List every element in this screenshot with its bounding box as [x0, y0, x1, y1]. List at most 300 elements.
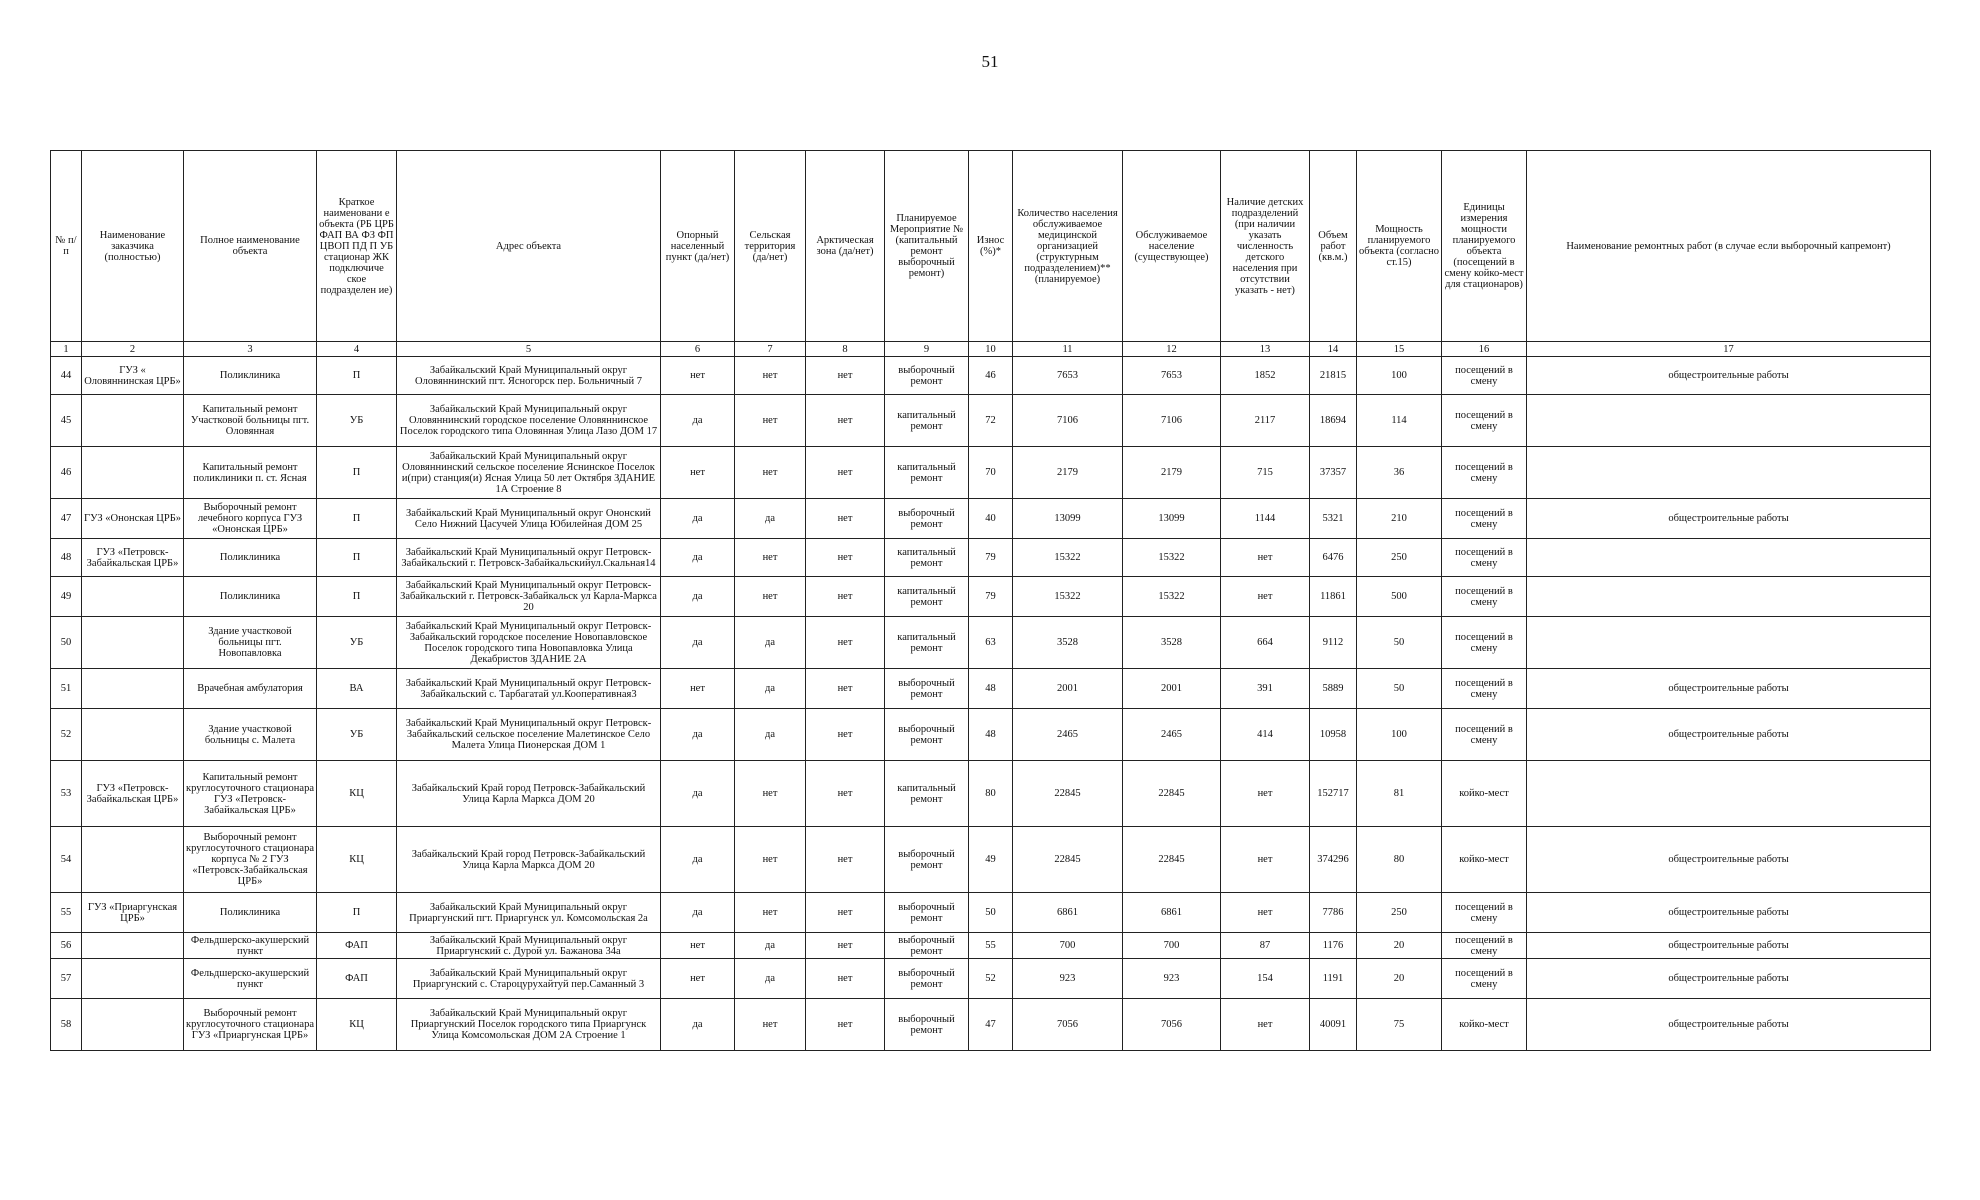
- table-cell: 79: [969, 577, 1013, 617]
- table-cell: 21815: [1310, 357, 1357, 395]
- table-cell: нет: [1221, 893, 1310, 933]
- table-cell: Поликлиника: [184, 893, 317, 933]
- table-row: [51, 357, 1931, 395]
- table-cell: Поликлиника: [184, 577, 317, 617]
- table-cell: 700: [1123, 933, 1221, 959]
- table-cell: Врачебная амбулатория: [184, 669, 317, 709]
- table-cell: 7106: [1013, 395, 1123, 447]
- column-header: Количество населения обслуживаемое медицинской организацией (структурным подразделением)** (планируемое): [1013, 151, 1123, 342]
- table-cell: посещений в смену: [1442, 499, 1527, 539]
- table-cell: 22845: [1013, 827, 1123, 893]
- table-cell: Капитальный ремонт Участковой больницы пгт. Оловянная: [184, 395, 317, 447]
- table-cell: 7786: [1310, 893, 1357, 933]
- table-cell: 54: [51, 827, 82, 893]
- table-cell: 7056: [1013, 999, 1123, 1051]
- table-cell: Забайкальский Край Муниципальный округ Приаргунский пгт. Приаргунск ул. Комсомольская 2а: [397, 893, 661, 933]
- page-number: 51: [981, 52, 999, 71]
- table-cell: капитальный ремонт: [885, 539, 969, 577]
- table-cell: [1527, 395, 1931, 447]
- table-cell: посещений в смену: [1442, 539, 1527, 577]
- table-cell: 1191: [1310, 959, 1357, 999]
- table-cell: да: [661, 893, 735, 933]
- table-cell: П: [317, 577, 397, 617]
- table-cell: нет: [806, 827, 885, 893]
- table-row: [51, 499, 1931, 539]
- column-number-row: [51, 342, 1931, 357]
- table-cell: выборочный ремонт: [885, 999, 969, 1051]
- column-header: Наименование заказчика (полностью): [82, 151, 184, 342]
- table-cell: общестроительные работы: [1527, 357, 1931, 395]
- table-cell: 22845: [1013, 761, 1123, 827]
- column-header: № п/п: [51, 151, 82, 342]
- table-cell: 50: [1357, 669, 1442, 709]
- table-cell: выборочный ремонт: [885, 357, 969, 395]
- table-cell: Забайкальский Край Муниципальный округ Приаргунский с. Староцурухайтуй пер.Саманный 3: [397, 959, 661, 999]
- table-cell: да: [735, 933, 806, 959]
- table-cell: Выборочный ремонт лечебного корпуса ГУЗ «Ононская ЦРБ»: [184, 499, 317, 539]
- table-cell: выборочный ремонт: [885, 959, 969, 999]
- table-cell: 7106: [1123, 395, 1221, 447]
- table-cell: 79: [969, 539, 1013, 577]
- table-cell: Забайкальский Край Муниципальный округ Петровск-Забайкальский городское поселение Новопавловское Поселок городского типа Новопавловка Улица Декабристов ЗДАНИЕ 2А: [397, 617, 661, 669]
- table-cell: 154: [1221, 959, 1310, 999]
- table-cell: 75: [1357, 999, 1442, 1051]
- column-header: Адрес объекта: [397, 151, 661, 342]
- table-cell: да: [661, 577, 735, 617]
- table-cell: 20: [1357, 959, 1442, 999]
- table-cell: Забайкальский Край Муниципальный округ Ононский Село Нижний Цасучей Улица Юбилейная ДОМ 25: [397, 499, 661, 539]
- table-cell: 55: [969, 933, 1013, 959]
- table-cell: общестроительные работы: [1527, 933, 1931, 959]
- table-cell: 2465: [1123, 709, 1221, 761]
- table-body: [51, 357, 1931, 1051]
- table-cell: общестроительные работы: [1527, 959, 1931, 999]
- column-number: 13: [1221, 342, 1310, 357]
- table-cell: 250: [1357, 893, 1442, 933]
- table-cell: выборочный ремонт: [885, 499, 969, 539]
- table-cell: 3528: [1123, 617, 1221, 669]
- column-header: Краткое наименовани е объекта (РБ ЦРБ ФАП ВА ФЗ ФП ЦВОП ПД П УБ стационар ЖК подключиче ское подразделен ие): [317, 151, 397, 342]
- column-number: 12: [1123, 342, 1221, 357]
- table-cell: капитальный ремонт: [885, 617, 969, 669]
- table-cell: нет: [1221, 827, 1310, 893]
- column-header: Арктическая зона (да/нет): [806, 151, 885, 342]
- table-cell: да: [735, 959, 806, 999]
- table-cell: да: [735, 617, 806, 669]
- table-cell: посещений в смену: [1442, 933, 1527, 959]
- table-row: [51, 999, 1931, 1051]
- table-cell: 18694: [1310, 395, 1357, 447]
- column-header: Обслуживаемое население (существующее): [1123, 151, 1221, 342]
- table-cell: нет: [735, 827, 806, 893]
- table-cell: [82, 827, 184, 893]
- table-cell: Выборочный ремонт круглосуточного стационара ГУЗ «Приаргунская ЦРБ»: [184, 999, 317, 1051]
- column-number: 5: [397, 342, 661, 357]
- table-cell: 6476: [1310, 539, 1357, 577]
- table-cell: нет: [806, 959, 885, 999]
- table-cell: КЦ: [317, 999, 397, 1051]
- table-cell: общестроительные работы: [1527, 709, 1931, 761]
- table-cell: нет: [1221, 761, 1310, 827]
- table-cell: выборочный ремонт: [885, 669, 969, 709]
- table-cell: [82, 447, 184, 499]
- table-cell: 40: [969, 499, 1013, 539]
- table-cell: да: [661, 499, 735, 539]
- table-cell: 57: [51, 959, 82, 999]
- table-cell: нет: [806, 933, 885, 959]
- table-cell: нет: [806, 617, 885, 669]
- table-cell: 48: [51, 539, 82, 577]
- table-cell: 1176: [1310, 933, 1357, 959]
- table-cell: да: [661, 827, 735, 893]
- table-cell: 22845: [1123, 827, 1221, 893]
- table-cell: 50: [51, 617, 82, 669]
- table-cell: нет: [806, 577, 885, 617]
- table-cell: 87: [1221, 933, 1310, 959]
- table-cell: выборочный ремонт: [885, 933, 969, 959]
- column-number: 11: [1013, 342, 1123, 357]
- table-cell: 2001: [1123, 669, 1221, 709]
- table-cell: 48: [969, 709, 1013, 761]
- table-cell: нет: [806, 539, 885, 577]
- table-cell: 15322: [1013, 539, 1123, 577]
- table-row: [51, 539, 1931, 577]
- table-cell: 51: [51, 669, 82, 709]
- table-cell: 52: [51, 709, 82, 761]
- table-cell: нет: [661, 933, 735, 959]
- column-number: 17: [1527, 342, 1931, 357]
- table-cell: да: [661, 761, 735, 827]
- table-cell: 44: [51, 357, 82, 395]
- table-cell: Капитальный ремонт поликлиники п. ст. Ясная: [184, 447, 317, 499]
- table-cell: да: [661, 999, 735, 1051]
- table-cell: 100: [1357, 357, 1442, 395]
- table-cell: 81: [1357, 761, 1442, 827]
- table-row: [51, 577, 1931, 617]
- table-cell: [82, 959, 184, 999]
- column-header: Полное наименование объекта: [184, 151, 317, 342]
- table-cell: [1527, 761, 1931, 827]
- table-cell: 152717: [1310, 761, 1357, 827]
- column-header: Сельская территория (да/нет): [735, 151, 806, 342]
- table-cell: 114: [1357, 395, 1442, 447]
- table-cell: 414: [1221, 709, 1310, 761]
- table-cell: Фельдшерско-акушерский пункт: [184, 959, 317, 999]
- table-cell: 500: [1357, 577, 1442, 617]
- table-row: [51, 617, 1931, 669]
- table-cell: КЦ: [317, 761, 397, 827]
- table-cell: койко-мест: [1442, 761, 1527, 827]
- table-cell: да: [735, 669, 806, 709]
- column-number: 14: [1310, 342, 1357, 357]
- table-cell: Поликлиника: [184, 539, 317, 577]
- table-cell: да: [661, 539, 735, 577]
- table-cell: Забайкальский Край Муниципальный округ Оловяннинский городское поселение Оловяннинское Поселок городского типа Оловянная Улица Лазо ДОМ 17: [397, 395, 661, 447]
- table-cell: 58: [51, 999, 82, 1051]
- table-cell: УБ: [317, 617, 397, 669]
- table-cell: [1527, 577, 1931, 617]
- column-header: Наличие детских подразделений (при наличии указать численность детского населения при отсутствии указать - нет): [1221, 151, 1310, 342]
- column-number: 6: [661, 342, 735, 357]
- table-cell: 664: [1221, 617, 1310, 669]
- table-cell: нет: [806, 893, 885, 933]
- table-cell: 9112: [1310, 617, 1357, 669]
- table-cell: общестроительные работы: [1527, 827, 1931, 893]
- table-cell: да: [661, 617, 735, 669]
- table-cell: Забайкальский Край Муниципальный округ Петровск-Забайкальский сельское поселение Малетинское Село Малета Улица Пионерская ДОМ 1: [397, 709, 661, 761]
- table-cell: 210: [1357, 499, 1442, 539]
- table-cell: 53: [51, 761, 82, 827]
- table-cell: выборочный ремонт: [885, 827, 969, 893]
- table-cell: Здание участковой больницы пгт. Новопавловка: [184, 617, 317, 669]
- table-cell: нет: [735, 577, 806, 617]
- table-cell: да: [661, 395, 735, 447]
- table-cell: нет: [806, 761, 885, 827]
- table-cell: нет: [1221, 999, 1310, 1051]
- table-row: [51, 959, 1931, 999]
- table-cell: [1527, 539, 1931, 577]
- table-cell: посещений в смену: [1442, 357, 1527, 395]
- column-number: 10: [969, 342, 1013, 357]
- table-cell: Забайкальский Край Муниципальный округ Петровск-Забайкальский г. Петровск-Забайкальскийул.Скальная14: [397, 539, 661, 577]
- table-cell: нет: [735, 999, 806, 1051]
- table-row: [51, 447, 1931, 499]
- table-cell: 22845: [1123, 761, 1221, 827]
- table-cell: 7653: [1123, 357, 1221, 395]
- table-cell: [82, 395, 184, 447]
- table-cell: общестроительные работы: [1527, 893, 1931, 933]
- table-cell: [82, 669, 184, 709]
- table-cell: нет: [806, 669, 885, 709]
- table-row: [51, 893, 1931, 933]
- column-header: Объем работ (кв.м.): [1310, 151, 1357, 342]
- table-cell: [82, 577, 184, 617]
- table-cell: да: [735, 499, 806, 539]
- table-cell: ФАП: [317, 933, 397, 959]
- column-number: 2: [82, 342, 184, 357]
- table-row: [51, 933, 1931, 959]
- table-cell: 15322: [1123, 577, 1221, 617]
- table-cell: 37357: [1310, 447, 1357, 499]
- table-cell: ФАП: [317, 959, 397, 999]
- table-cell: посещений в смену: [1442, 447, 1527, 499]
- table-row: [51, 761, 1931, 827]
- column-number: 1: [51, 342, 82, 357]
- table-cell: 2179: [1013, 447, 1123, 499]
- column-number: 7: [735, 342, 806, 357]
- table-cell: 49: [969, 827, 1013, 893]
- table-cell: 50: [1357, 617, 1442, 669]
- table-cell: капитальный ремонт: [885, 577, 969, 617]
- table-cell: 100: [1357, 709, 1442, 761]
- table-cell: П: [317, 893, 397, 933]
- table-cell: 923: [1123, 959, 1221, 999]
- table-cell: [82, 617, 184, 669]
- table-cell: 10958: [1310, 709, 1357, 761]
- column-number: 15: [1357, 342, 1442, 357]
- table-cell: 923: [1013, 959, 1123, 999]
- table-cell: посещений в смену: [1442, 959, 1527, 999]
- table-cell: 15322: [1123, 539, 1221, 577]
- table-cell: Забайкальский Край Муниципальный округ Петровск-Забайкальский с. Тарбагатай ул.Кооперативная3: [397, 669, 661, 709]
- table-cell: нет: [735, 893, 806, 933]
- table-cell: УБ: [317, 395, 397, 447]
- table-cell: 250: [1357, 539, 1442, 577]
- table-cell: Забайкальский Край Муниципальный округ Приаргунский с. Дурой ул. Бажанова 34а: [397, 933, 661, 959]
- table-cell: 63: [969, 617, 1013, 669]
- table-cell: 45: [51, 395, 82, 447]
- table-cell: нет: [735, 447, 806, 499]
- column-header: Износ (%)*: [969, 151, 1013, 342]
- table-cell: 7056: [1123, 999, 1221, 1051]
- column-number: 4: [317, 342, 397, 357]
- column-header: Мощность планируемого объекта (согласно ст.15): [1357, 151, 1442, 342]
- table-row: [51, 709, 1931, 761]
- table-cell: нет: [806, 709, 885, 761]
- table-cell: нет: [661, 357, 735, 395]
- table-cell: Поликлиника: [184, 357, 317, 395]
- table-cell: посещений в смену: [1442, 709, 1527, 761]
- table-cell: П: [317, 447, 397, 499]
- column-header: Планируемое Мероприятие № (капитальный ремонт выборочный ремонт): [885, 151, 969, 342]
- table-cell: УБ: [317, 709, 397, 761]
- column-header: Опорный населенный пункт (да/нет): [661, 151, 735, 342]
- table-cell: 52: [969, 959, 1013, 999]
- table-cell: 70: [969, 447, 1013, 499]
- table-cell: нет: [1221, 539, 1310, 577]
- table-cell: нет: [806, 395, 885, 447]
- table-cell: Забайкальский Край город Петровск-Забайкальский Улица Карла Маркса ДОМ 20: [397, 761, 661, 827]
- table-cell: 391: [1221, 669, 1310, 709]
- table-cell: посещений в смену: [1442, 577, 1527, 617]
- table-cell: 715: [1221, 447, 1310, 499]
- table-cell: Здание участковой больницы с. Малета: [184, 709, 317, 761]
- table-cell: 2001: [1013, 669, 1123, 709]
- table-cell: КЦ: [317, 827, 397, 893]
- table-cell: 55: [51, 893, 82, 933]
- table-cell: да: [735, 709, 806, 761]
- table-cell: нет: [735, 357, 806, 395]
- table-cell: 46: [51, 447, 82, 499]
- table-cell: [82, 933, 184, 959]
- table-cell: нет: [661, 447, 735, 499]
- table-cell: 3528: [1013, 617, 1123, 669]
- table-cell: [1527, 447, 1931, 499]
- table-cell: нет: [661, 669, 735, 709]
- table-cell: Забайкальский Край Муниципальный округ Приаргунский Поселок городского типа Приаргунск Улица Комсомольская ДОМ 2А Строение 1: [397, 999, 661, 1051]
- table-row: [51, 395, 1931, 447]
- table-cell: 1852: [1221, 357, 1310, 395]
- table-cell: ВА: [317, 669, 397, 709]
- table-cell: койко-мест: [1442, 999, 1527, 1051]
- table-cell: 56: [51, 933, 82, 959]
- table-cell: общестроительные работы: [1527, 499, 1931, 539]
- table-cell: нет: [735, 761, 806, 827]
- table-cell: посещений в смену: [1442, 395, 1527, 447]
- column-header: Единицы измерения мощности планируемого объекта (посещений в смену койко-мест для стационаров): [1442, 151, 1527, 342]
- table-cell: Фельдшерско-акушерский пункт: [184, 933, 317, 959]
- table-cell: посещений в смену: [1442, 893, 1527, 933]
- table-cell: 40091: [1310, 999, 1357, 1051]
- table-cell: да: [661, 709, 735, 761]
- table-row: [51, 669, 1931, 709]
- column-number: 3: [184, 342, 317, 357]
- table-cell: 46: [969, 357, 1013, 395]
- table-cell: 6861: [1013, 893, 1123, 933]
- table-cell: 13099: [1123, 499, 1221, 539]
- table-cell: 80: [1357, 827, 1442, 893]
- table-cell: 374296: [1310, 827, 1357, 893]
- table-cell: посещений в смену: [1442, 617, 1527, 669]
- column-header: Наименование ремонтных работ (в случае если выборочный капремонт): [1527, 151, 1931, 342]
- table-cell: 6861: [1123, 893, 1221, 933]
- table-cell: нет: [806, 357, 885, 395]
- table-cell: 47: [969, 999, 1013, 1051]
- table-cell: [82, 709, 184, 761]
- table-cell: нет: [735, 539, 806, 577]
- table-cell: 1144: [1221, 499, 1310, 539]
- table-cell: 700: [1013, 933, 1123, 959]
- table-cell: общестроительные работы: [1527, 999, 1931, 1051]
- table-cell: 2465: [1013, 709, 1123, 761]
- table-cell: [82, 999, 184, 1051]
- table-cell: 7653: [1013, 357, 1123, 395]
- table-cell: ГУЗ «Петровск-Забайкальская ЦРБ»: [82, 761, 184, 827]
- table-cell: 15322: [1013, 577, 1123, 617]
- table-cell: ГУЗ « Оловяннинская ЦРБ»: [82, 357, 184, 395]
- column-number: 9: [885, 342, 969, 357]
- table-cell: 2179: [1123, 447, 1221, 499]
- table-cell: нет: [661, 959, 735, 999]
- table-cell: нет: [806, 999, 885, 1051]
- table-cell: Забайкальский Край город Петровск-Забайкальский Улица Карла Маркса ДОМ 20: [397, 827, 661, 893]
- table-cell: ГУЗ «Ононская ЦРБ»: [82, 499, 184, 539]
- table-cell: капитальный ремонт: [885, 395, 969, 447]
- repair-objects-table: [50, 150, 1931, 1051]
- table-cell: нет: [806, 499, 885, 539]
- table-cell: нет: [1221, 577, 1310, 617]
- table-cell: 2117: [1221, 395, 1310, 447]
- table-cell: Забайкальский Край Муниципальный округ Оловяннинский пгт. Ясногорск пер. Больничный 7: [397, 357, 661, 395]
- table-cell: 36: [1357, 447, 1442, 499]
- table-cell: Забайкальский Край Муниципальный округ Петровск-Забайкальский г. Петровск-Забайкальск ул Карла-Маркса 20: [397, 577, 661, 617]
- table-cell: Выборочный ремонт круглосуточного стационара корпуса № 2 ГУЗ «Петровск-Забайкальская ЦРБ»: [184, 827, 317, 893]
- table-cell: капитальный ремонт: [885, 447, 969, 499]
- table-cell: ГУЗ «Приаргунская ЦРБ»: [82, 893, 184, 933]
- table-cell: посещений в смену: [1442, 669, 1527, 709]
- table-cell: [1527, 617, 1931, 669]
- table-cell: капитальный ремонт: [885, 761, 969, 827]
- table-cell: П: [317, 357, 397, 395]
- table-cell: 72: [969, 395, 1013, 447]
- table-row: [51, 827, 1931, 893]
- table-cell: нет: [806, 447, 885, 499]
- table-cell: 47: [51, 499, 82, 539]
- table-cell: 48: [969, 669, 1013, 709]
- table-cell: 50: [969, 893, 1013, 933]
- table-cell: Забайкальский Край Муниципальный округ Оловяннинский сельское поселение Яснинское Поселок и(при) станция(и) Ясная Улица 50 лет Октября ЗДАНИЕ 1А Строение 8: [397, 447, 661, 499]
- table-cell: 5321: [1310, 499, 1357, 539]
- column-number: 8: [806, 342, 885, 357]
- table-cell: 49: [51, 577, 82, 617]
- table-cell: общестроительные работы: [1527, 669, 1931, 709]
- table-cell: 5889: [1310, 669, 1357, 709]
- table-cell: 13099: [1013, 499, 1123, 539]
- header-row: [51, 151, 1931, 342]
- table-cell: Капитальный ремонт круглосуточного стационара ГУЗ «Петровск-Забайкальская ЦРБ»: [184, 761, 317, 827]
- table-cell: нет: [735, 395, 806, 447]
- table-cell: 11861: [1310, 577, 1357, 617]
